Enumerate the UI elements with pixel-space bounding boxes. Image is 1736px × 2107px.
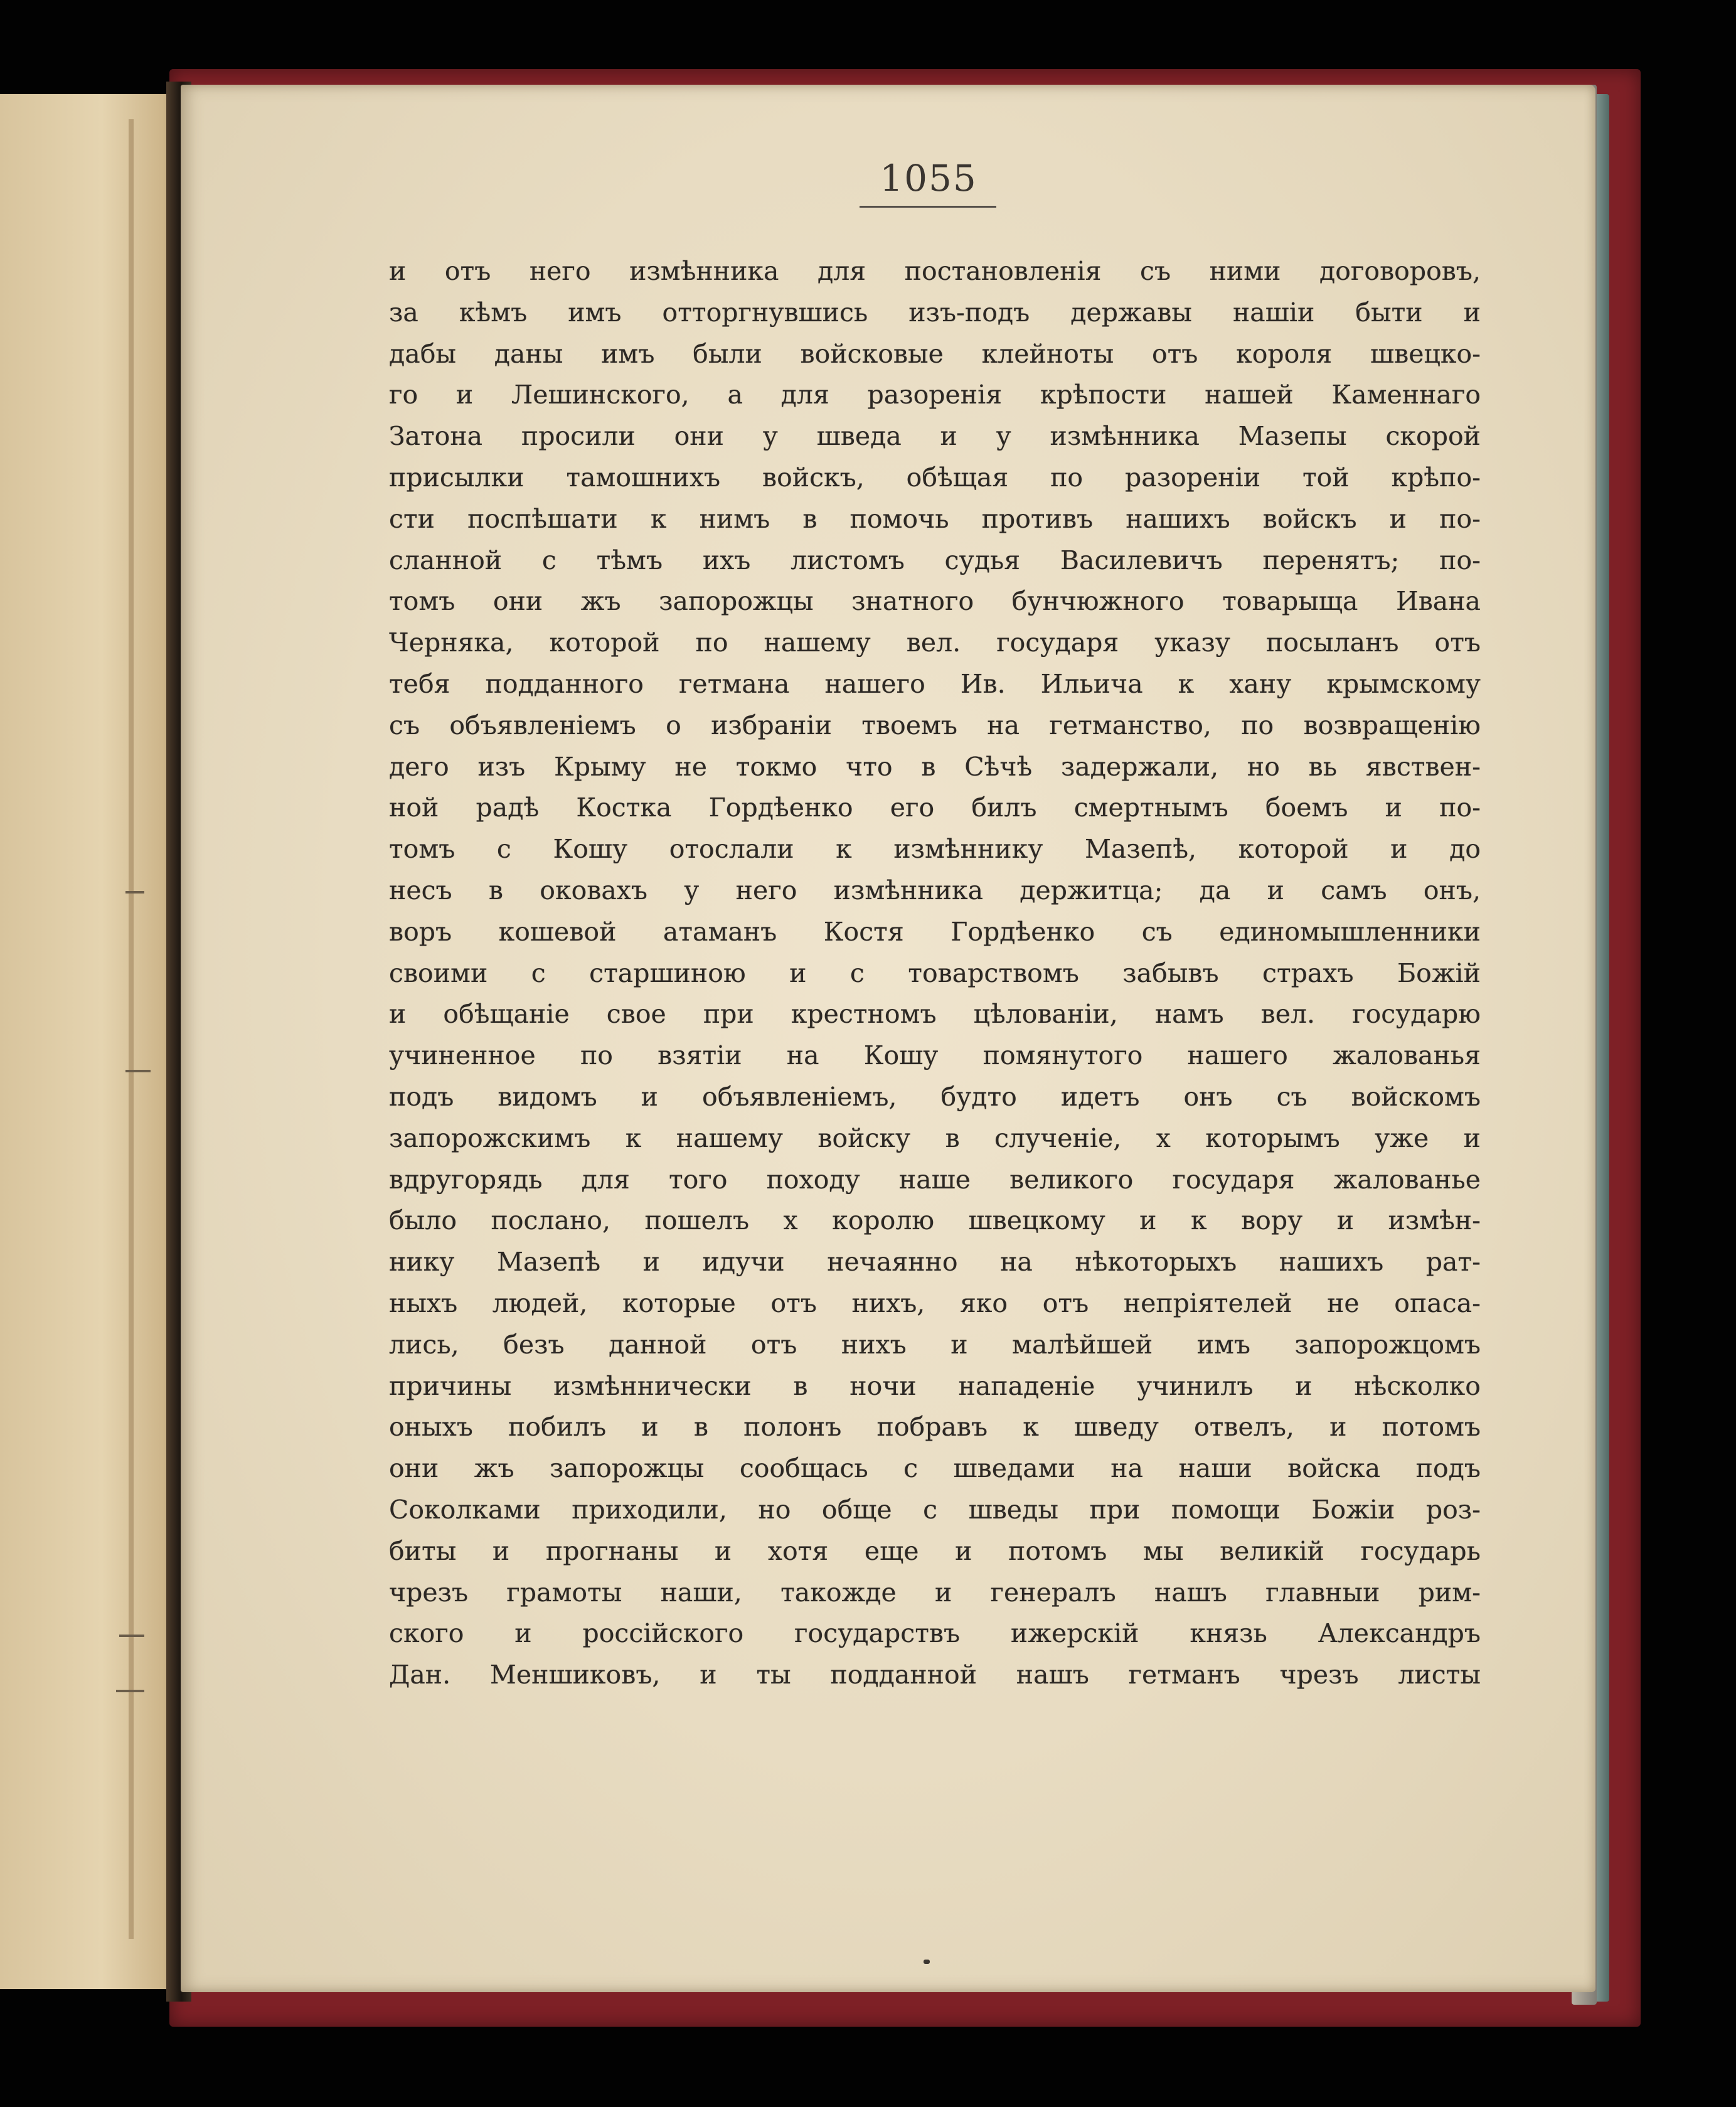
- text-line: ныхъ людей, которые отъ нихъ, яко отъ непріятелей не опаса-: [389, 1288, 1481, 1318]
- text-line: сланной с тѣмъ ихъ листомъ судья Василевичъ перенятъ; по-: [389, 545, 1481, 575]
- text-line: воръ кошевой атаманъ Костя Гордѣенко съ единомышленники: [389, 916, 1481, 947]
- text-line: учиненное по взятіи на Кошу помянутого нашего жалованья: [389, 1040, 1481, 1071]
- text-line: Черняка, которой по нашему вел. государя указу посыланъ отъ: [389, 627, 1481, 658]
- text-line: было послано, пошелъ х королю швецкому и к вору и измѣн-: [389, 1205, 1481, 1236]
- margin-mark: [116, 1690, 144, 1692]
- text-line: томъ они жъ запорожцы знатного бунчюжного товарыща Ивана: [389, 586, 1481, 617]
- text-line: и обѣщаніе свое при крестномъ цѣлованіи, намъ вел. государю: [389, 999, 1481, 1030]
- text-line: съ объявленіемъ о избраніи твоемъ на гетманство, по возвращенію: [389, 710, 1481, 740]
- text-line: присылки тамошнихъ войскъ, обѣщая по разореніи той крѣпо-: [389, 462, 1481, 493]
- text-line: несъ в оковахъ у него измѣнника держитца; да и самъ онъ,: [389, 875, 1481, 905]
- text-line: за кѣмъ имъ отторгнувшись изъ-подъ державы нашіи быти и: [389, 297, 1481, 328]
- text-line: тебя подданного гетмана нашего Ив. Ильича к хану крымскому: [389, 668, 1481, 699]
- text-line: го и Лешинского, а для разоренія крѣпости нашей Каменнаго: [389, 380, 1481, 410]
- text-line: причины измѣннически в ночи нападеніе учинилъ и нѣсколко: [389, 1370, 1481, 1401]
- text-line: лись, безъ данной отъ нихъ и малѣйшей имъ запорожцомъ: [389, 1329, 1481, 1360]
- page-number: 1055: [880, 157, 977, 200]
- text-line: дабы даны имъ были войсковые клейноты отъ короля швецко-: [389, 338, 1481, 369]
- text-line: Затона просили они у шведа и у измѣнника Мазепы скорой: [389, 421, 1481, 452]
- text-line: чрезъ грамоты наши, такожде и генералъ нашъ главныи рим-: [389, 1577, 1481, 1608]
- page-number-rule: [860, 206, 996, 208]
- text-line: своими с старшиною и с товарствомъ забывъ страхъ Божій: [389, 957, 1481, 988]
- text-line: вдругорядь для того походу наше великого государя жалованье: [389, 1164, 1481, 1195]
- text-line: биты и прогнаны и хотя еще и потомъ мы великій государь: [389, 1535, 1481, 1566]
- margin-mark: [119, 1635, 144, 1637]
- text-line: и отъ него измѣнника для постановленія съ ними договоровъ,: [389, 256, 1481, 286]
- text-line: ского и россійского государствъ ижерскій князь Александръ: [389, 1618, 1481, 1649]
- text-line: томъ с Кошу отослали к измѣннику Мазепѣ, которой и до: [389, 834, 1481, 865]
- text-line: подъ видомъ и объявленіемъ, будто идетъ онъ съ войскомъ: [389, 1081, 1481, 1112]
- text-line: ной радѣ Костка Гордѣенко его билъ смертнымъ боемъ и по-: [389, 792, 1481, 823]
- page-body-text: [389, 251, 1481, 1696]
- text-line: Соколками приходили, но обще с шведы при помощи Божіи роз-: [389, 1494, 1481, 1525]
- text-line: дего изъ Крыму не токмо что в Сѣчѣ задержали, но вь явствен-: [389, 751, 1481, 782]
- text-line: запорожскимъ к нашему войску в слученіе, х которымъ уже и: [389, 1123, 1481, 1153]
- margin-mark: [125, 891, 144, 893]
- text-line: нику Мазепѣ и идучи нечаянно на нѣкоторыхъ нашихъ рат-: [389, 1247, 1481, 1278]
- text-line: оныхъ побилъ и в полонъ побравъ к шведу отвелъ, и потомъ: [389, 1412, 1481, 1443]
- margin-mark: [125, 1070, 151, 1072]
- text-line: Дан. Меншиковъ, и ты подданной нашъ гетманъ чрезъ листы: [389, 1660, 1481, 1690]
- text-line: они жъ запорожцы сообщась с шведами на наши войска подъ: [389, 1453, 1481, 1484]
- text-line: сти поспѣшати к нимъ в помочь противъ нашихъ войскъ и по-: [389, 503, 1481, 534]
- bottom-printer-mark: [924, 1960, 930, 1964]
- left-facing-page: [0, 94, 185, 1989]
